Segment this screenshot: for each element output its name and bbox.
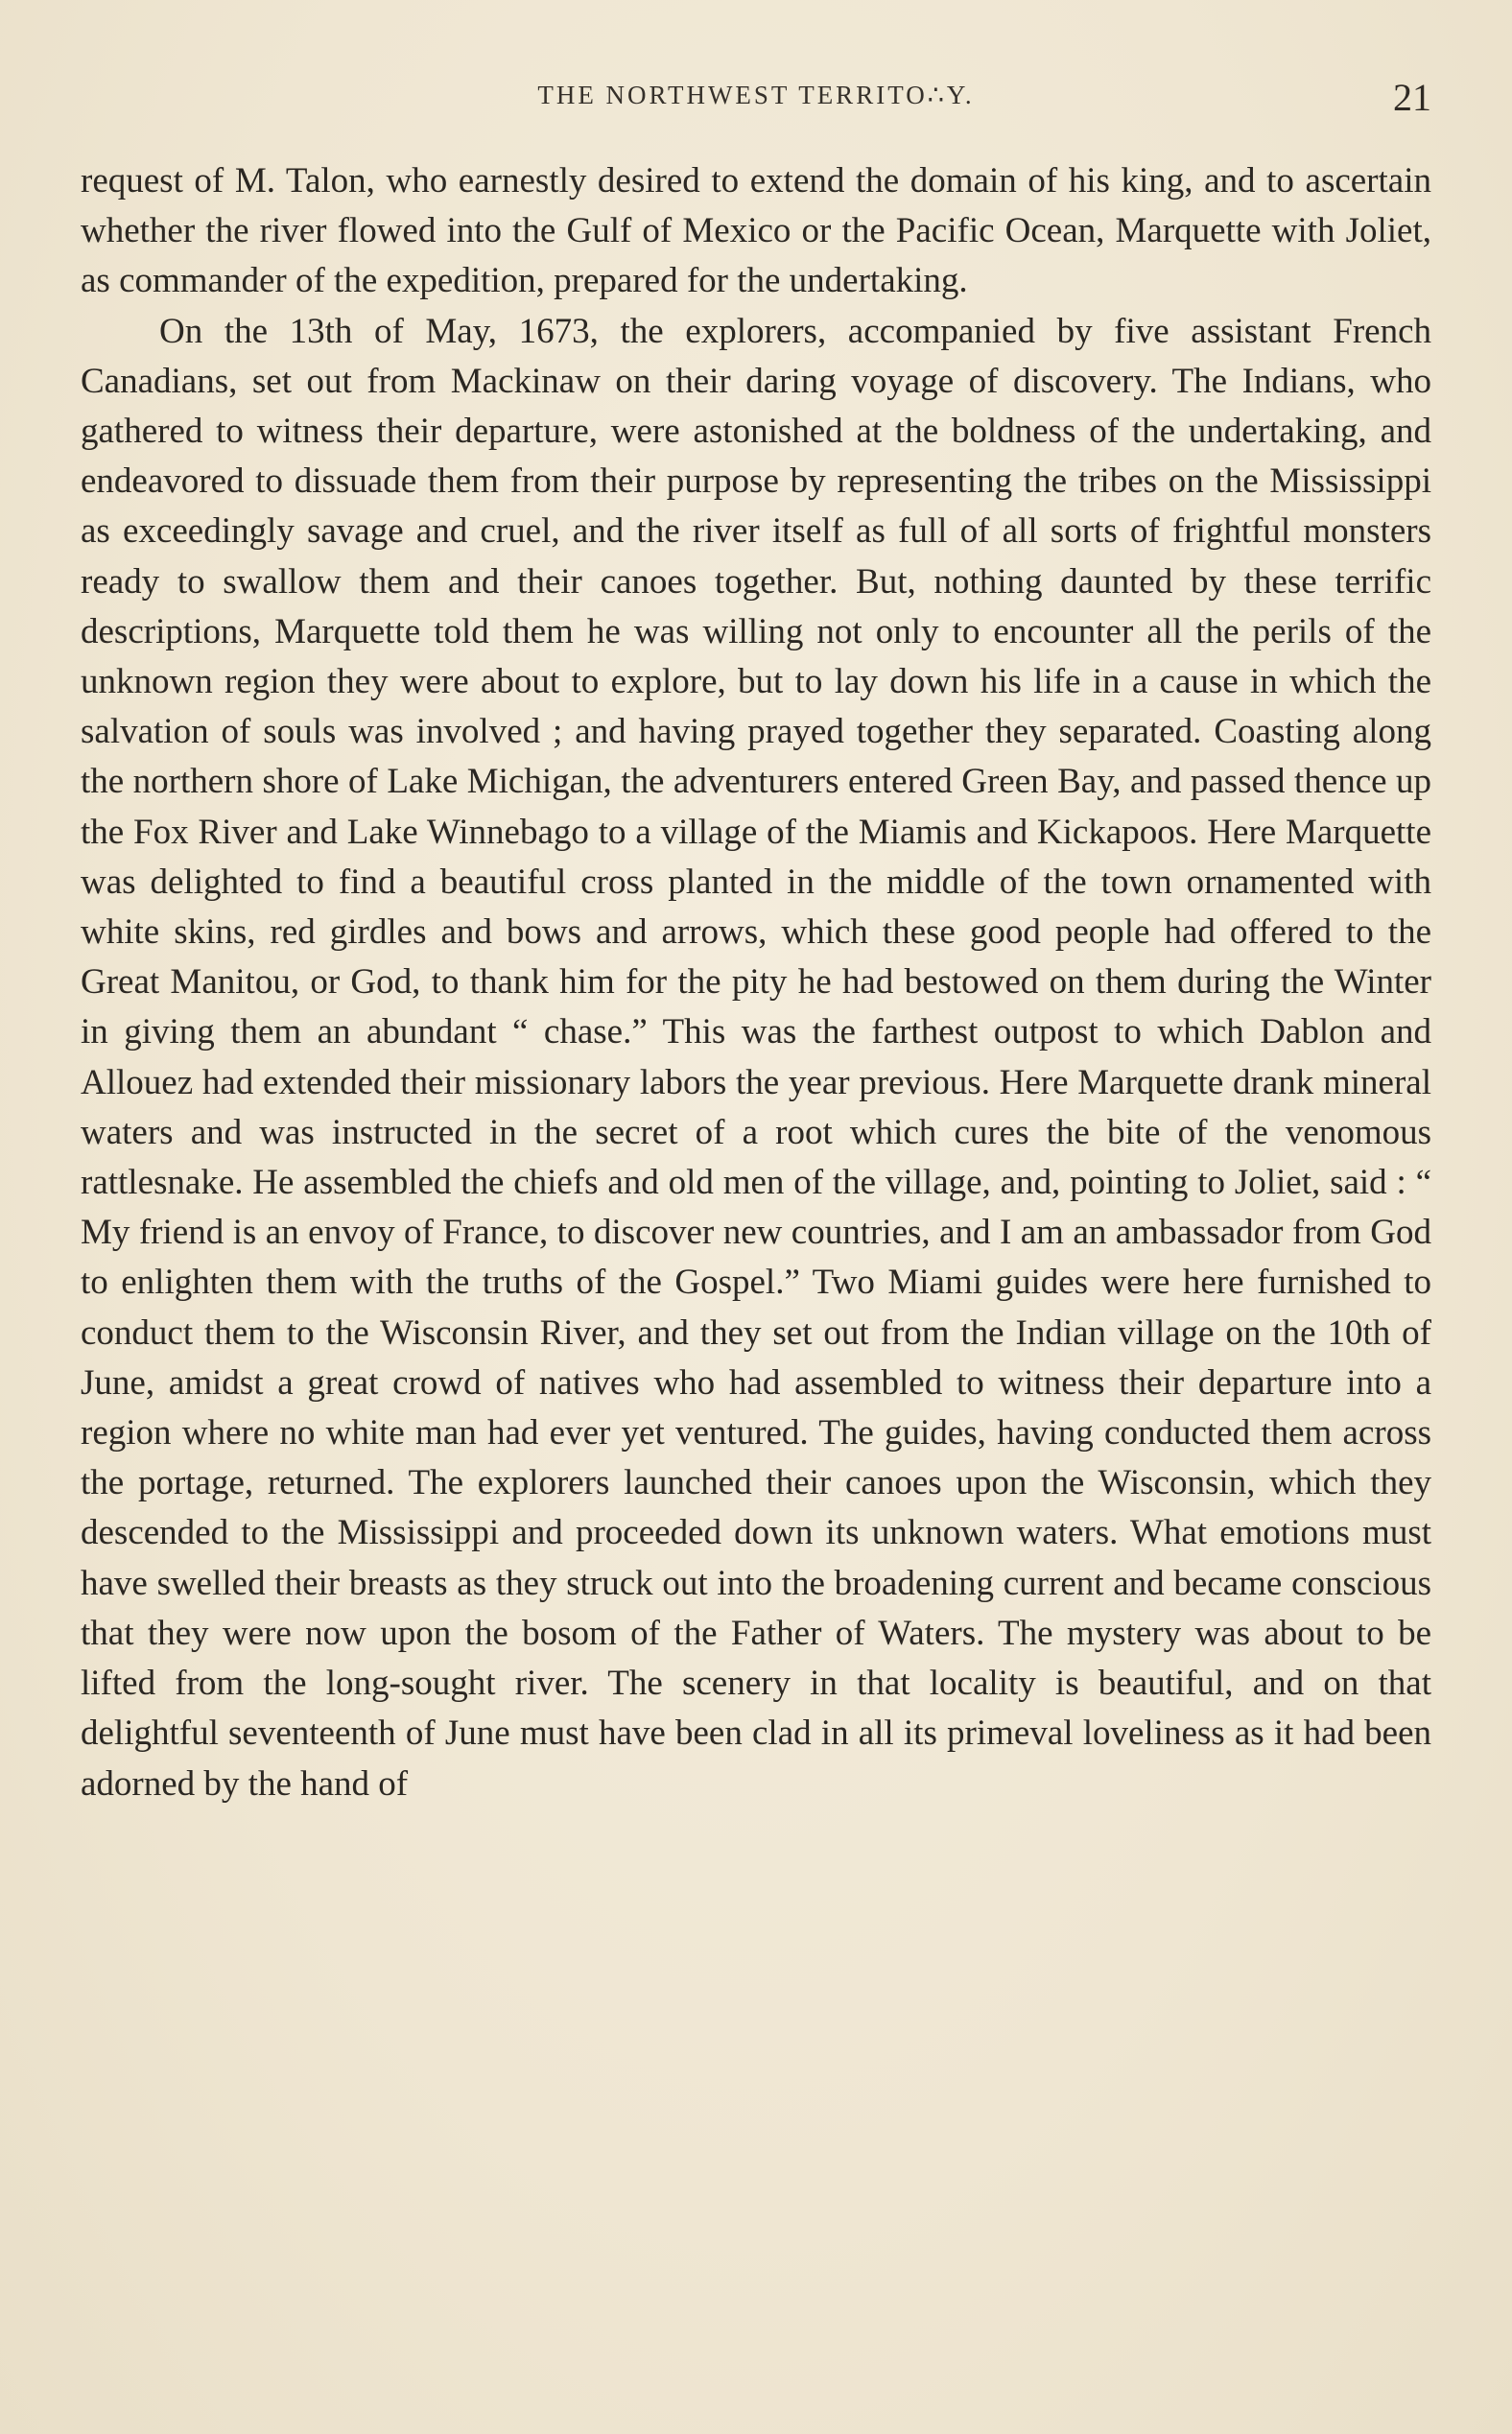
body-text <box>81 156 1431 1809</box>
paragraph: On the 13th of May, 1673, the explorers, accompanied by five assistant French Canadians, set out from Mackinaw on their daring voyage of discovery. The Indians, who gathered to witness their departure, were astonished at the boldness of the undertaking, and endeavored to dissuade them from their purpose by representing the tribes on the Mississippi as exceedingly savage and cruel, and the river itself as full of all sorts of frightful monsters ready to swallow them and their canoes together. But, nothing daunted by these terrific descriptions, Marquette told them he was willing not only to encounter all the perils of the unknown region they were about to explore, but to lay down his life in a cause in which the salvation of souls was involved ; and having prayed together they separated. Coasting along the northern shore of Lake Michigan, the adventurers entered Green Bay, and passed thence up the Fox River and Lake Winnebago to a village of the Miamis and Kickapoos. Here Marquette was delighted to find a beautiful cross planted in the middle of the town ornamented with white skins, red girdles and bows and arrows, which these good people had offered to the Great Manitou, or God, to thank him for the pity he had bestowed on them during the Winter in giving them an abundant “ chase.” This was the farthest outpost to which Dablon and Allouez had extended their missionary labors the year previous. Here Marquette drank mineral waters and was instructed in the secret of a root which cures the bite of the venomous rattlesnake. He assembled the chiefs and old men of the village, and, pointing to Joliet, said : “ My friend is an envoy of France, to discover new countries, and I am an ambassador from God to enlighten them with the truths of the Gospel.” Two Miami guides were here furnished to conduct them to the Wisconsin River, and they set out from the Indian village on the 10th of June, amidst a great crowd of natives who had assembled to witness their departure into a region where no white man had ever yet ventured. The guides, having conducted them across the portage, returned. The explorers launched their canoes upon the Wisconsin, which they descended to the Mississippi and proceeded down its unknown waters. What emotions must have swelled their breasts as they struck out into the broadening current and became conscious that they were now upon the bosom of the Father of Waters. The mystery was about to be lifted from the long-sought river. The scenery in that locality is beautiful, and on that delightful seventeenth of June must have been clad in all its primeval loveliness as it had been adorned by the hand of <box>81 311 1431 1804</box>
page-number: 21 <box>1393 76 1431 119</box>
paragraph: request of M. Talon, who earnestly desired to extend the domain of his king, and to ascertain whether the river flowed into the Gulf of Mexico or the Pacific Ocean, Marquette with Joliet, as commander of the expedition, prepared for the undertaking. <box>81 161 1431 301</box>
running-head <box>81 75 1431 129</box>
running-title: THE NORTHWEST TERRITO∴Y. <box>537 81 975 109</box>
